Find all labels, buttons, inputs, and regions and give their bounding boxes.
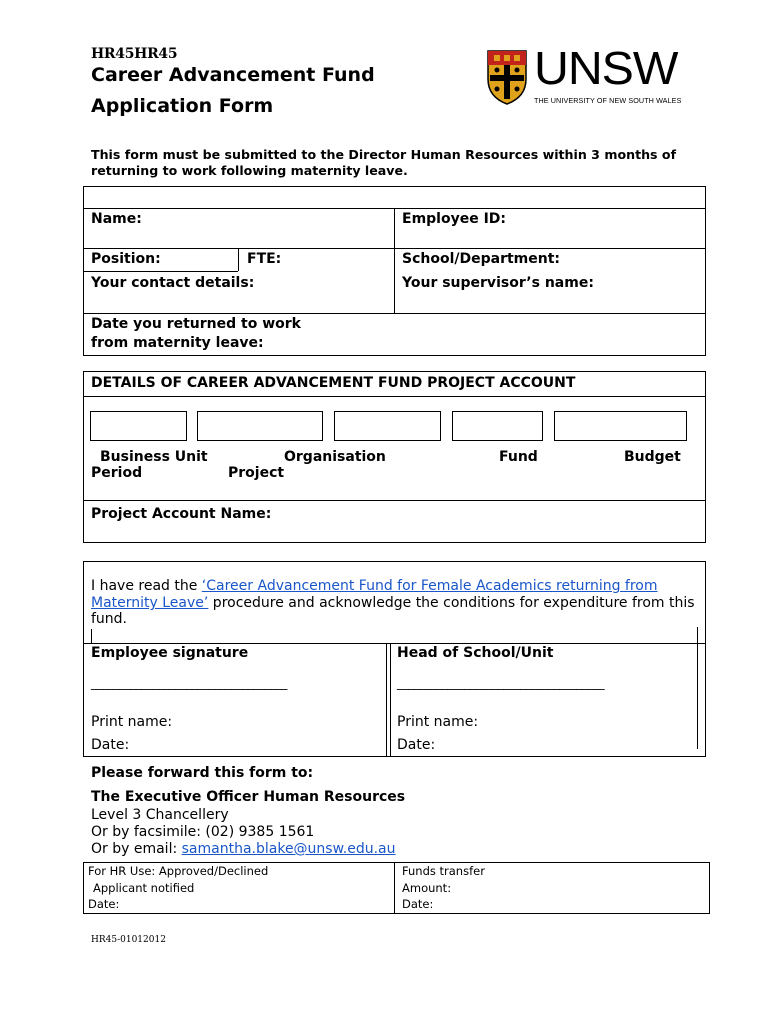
forward-recipient: The Executive Officer Human Resources: [91, 789, 406, 805]
unsw-wordmark: UNSW: [534, 42, 678, 94]
business-unit-input[interactable]: [90, 411, 187, 441]
date-returned-label: Date you returned to work: [91, 316, 301, 332]
footer-code: HR45-01012012: [91, 935, 166, 945]
forward-fax: Or by facsimile: (02) 9385 1561: [91, 824, 315, 840]
email-link[interactable]: samantha.blake@unsw.edu.au: [181, 841, 396, 857]
business-unit-label: Business Unit: [100, 449, 208, 465]
fte-field[interactable]: FTE:: [247, 251, 282, 267]
name-field[interactable]: Name:: [91, 211, 142, 227]
procedure-link[interactable]: ‘Career Advancement Fund for Female Academics returning from: [201, 578, 658, 594]
unsw-tagline: THE UNIVERSITY OF NEW SOUTH WALES: [534, 96, 682, 105]
employee-date-field[interactable]: Date:: [91, 737, 130, 753]
forward-email-line: [91, 841, 396, 857]
organisation-input[interactable]: [197, 411, 323, 441]
hr-date-right-field[interactable]: Date:: [402, 897, 434, 911]
period-label: Period: [91, 465, 143, 481]
declaration-prefix: I have read the: [91, 578, 202, 594]
forward-address: Level 3 Chancellery: [91, 807, 229, 823]
unsw-logo: [486, 42, 686, 107]
date-returned-field[interactable]: from maternity leave:: [91, 335, 264, 351]
page-title: Career Advancement Fund: [91, 64, 375, 86]
hr-amount-field[interactable]: Amount:: [402, 881, 452, 895]
organisation-label: Organisation: [284, 449, 386, 465]
intro-line-1: This form must be submitted to the Director Human Resources within 3 months of: [91, 147, 677, 162]
employee-signature-label: Employee signature: [91, 645, 249, 661]
account-section-heading: DETAILS OF CAREER ADVANCEMENT FUND PROJECT ACCOUNT: [91, 375, 576, 391]
head-signature-line[interactable]: _____________________________________: [397, 676, 605, 690]
page-subtitle: Application Form: [91, 95, 274, 117]
contact-details-field[interactable]: Your contact details:: [91, 275, 255, 291]
position-field[interactable]: Position:: [91, 251, 161, 267]
declaration-suffix: procedure and acknowledge the conditions for expenditure from this: [208, 595, 695, 611]
head-of-school-label: Head of School/Unit: [397, 645, 554, 661]
budget-label: Budget: [624, 449, 681, 465]
unsw-crest-icon: [486, 49, 528, 105]
supervisor-name-field[interactable]: Your supervisor’s name:: [402, 275, 594, 291]
intro-line-2: returning to work following maternity leave.: [91, 163, 408, 178]
declaration-line-3: fund.: [91, 611, 128, 627]
project-account-name-field[interactable]: Project Account Name:: [91, 506, 272, 522]
project-label: Project: [228, 465, 285, 481]
employee-signature-line[interactable]: ___________________________________: [91, 676, 288, 690]
form-code: HR45HR45: [91, 46, 178, 62]
declaration-line-1: [91, 578, 658, 594]
hr-applicant-notified-field[interactable]: Applicant notified: [93, 881, 195, 895]
declaration-line-2: [91, 595, 695, 611]
hr-funds-transfer-field[interactable]: Funds transfer: [402, 864, 485, 878]
fund-label: Fund: [499, 449, 538, 465]
forward-heading: Please forward this form to:: [91, 765, 314, 781]
budget-input[interactable]: [554, 411, 687, 441]
procedure-link-continued[interactable]: Maternity Leave’: [91, 595, 209, 611]
school-department-field[interactable]: School/Department:: [402, 251, 561, 267]
head-date-field[interactable]: Date:: [397, 737, 436, 753]
head-print-name-field[interactable]: Print name:: [397, 714, 479, 730]
forward-email-prefix: Or by email:: [91, 841, 182, 857]
hr-approved-field[interactable]: For HR Use: Approved/Declined: [88, 864, 269, 878]
hr-date-left-field[interactable]: Date:: [88, 897, 120, 911]
project-input[interactable]: [452, 411, 543, 441]
fund-input[interactable]: [334, 411, 441, 441]
employee-print-name-field[interactable]: Print name:: [91, 714, 173, 730]
employee-id-field[interactable]: Employee ID:: [402, 211, 507, 227]
